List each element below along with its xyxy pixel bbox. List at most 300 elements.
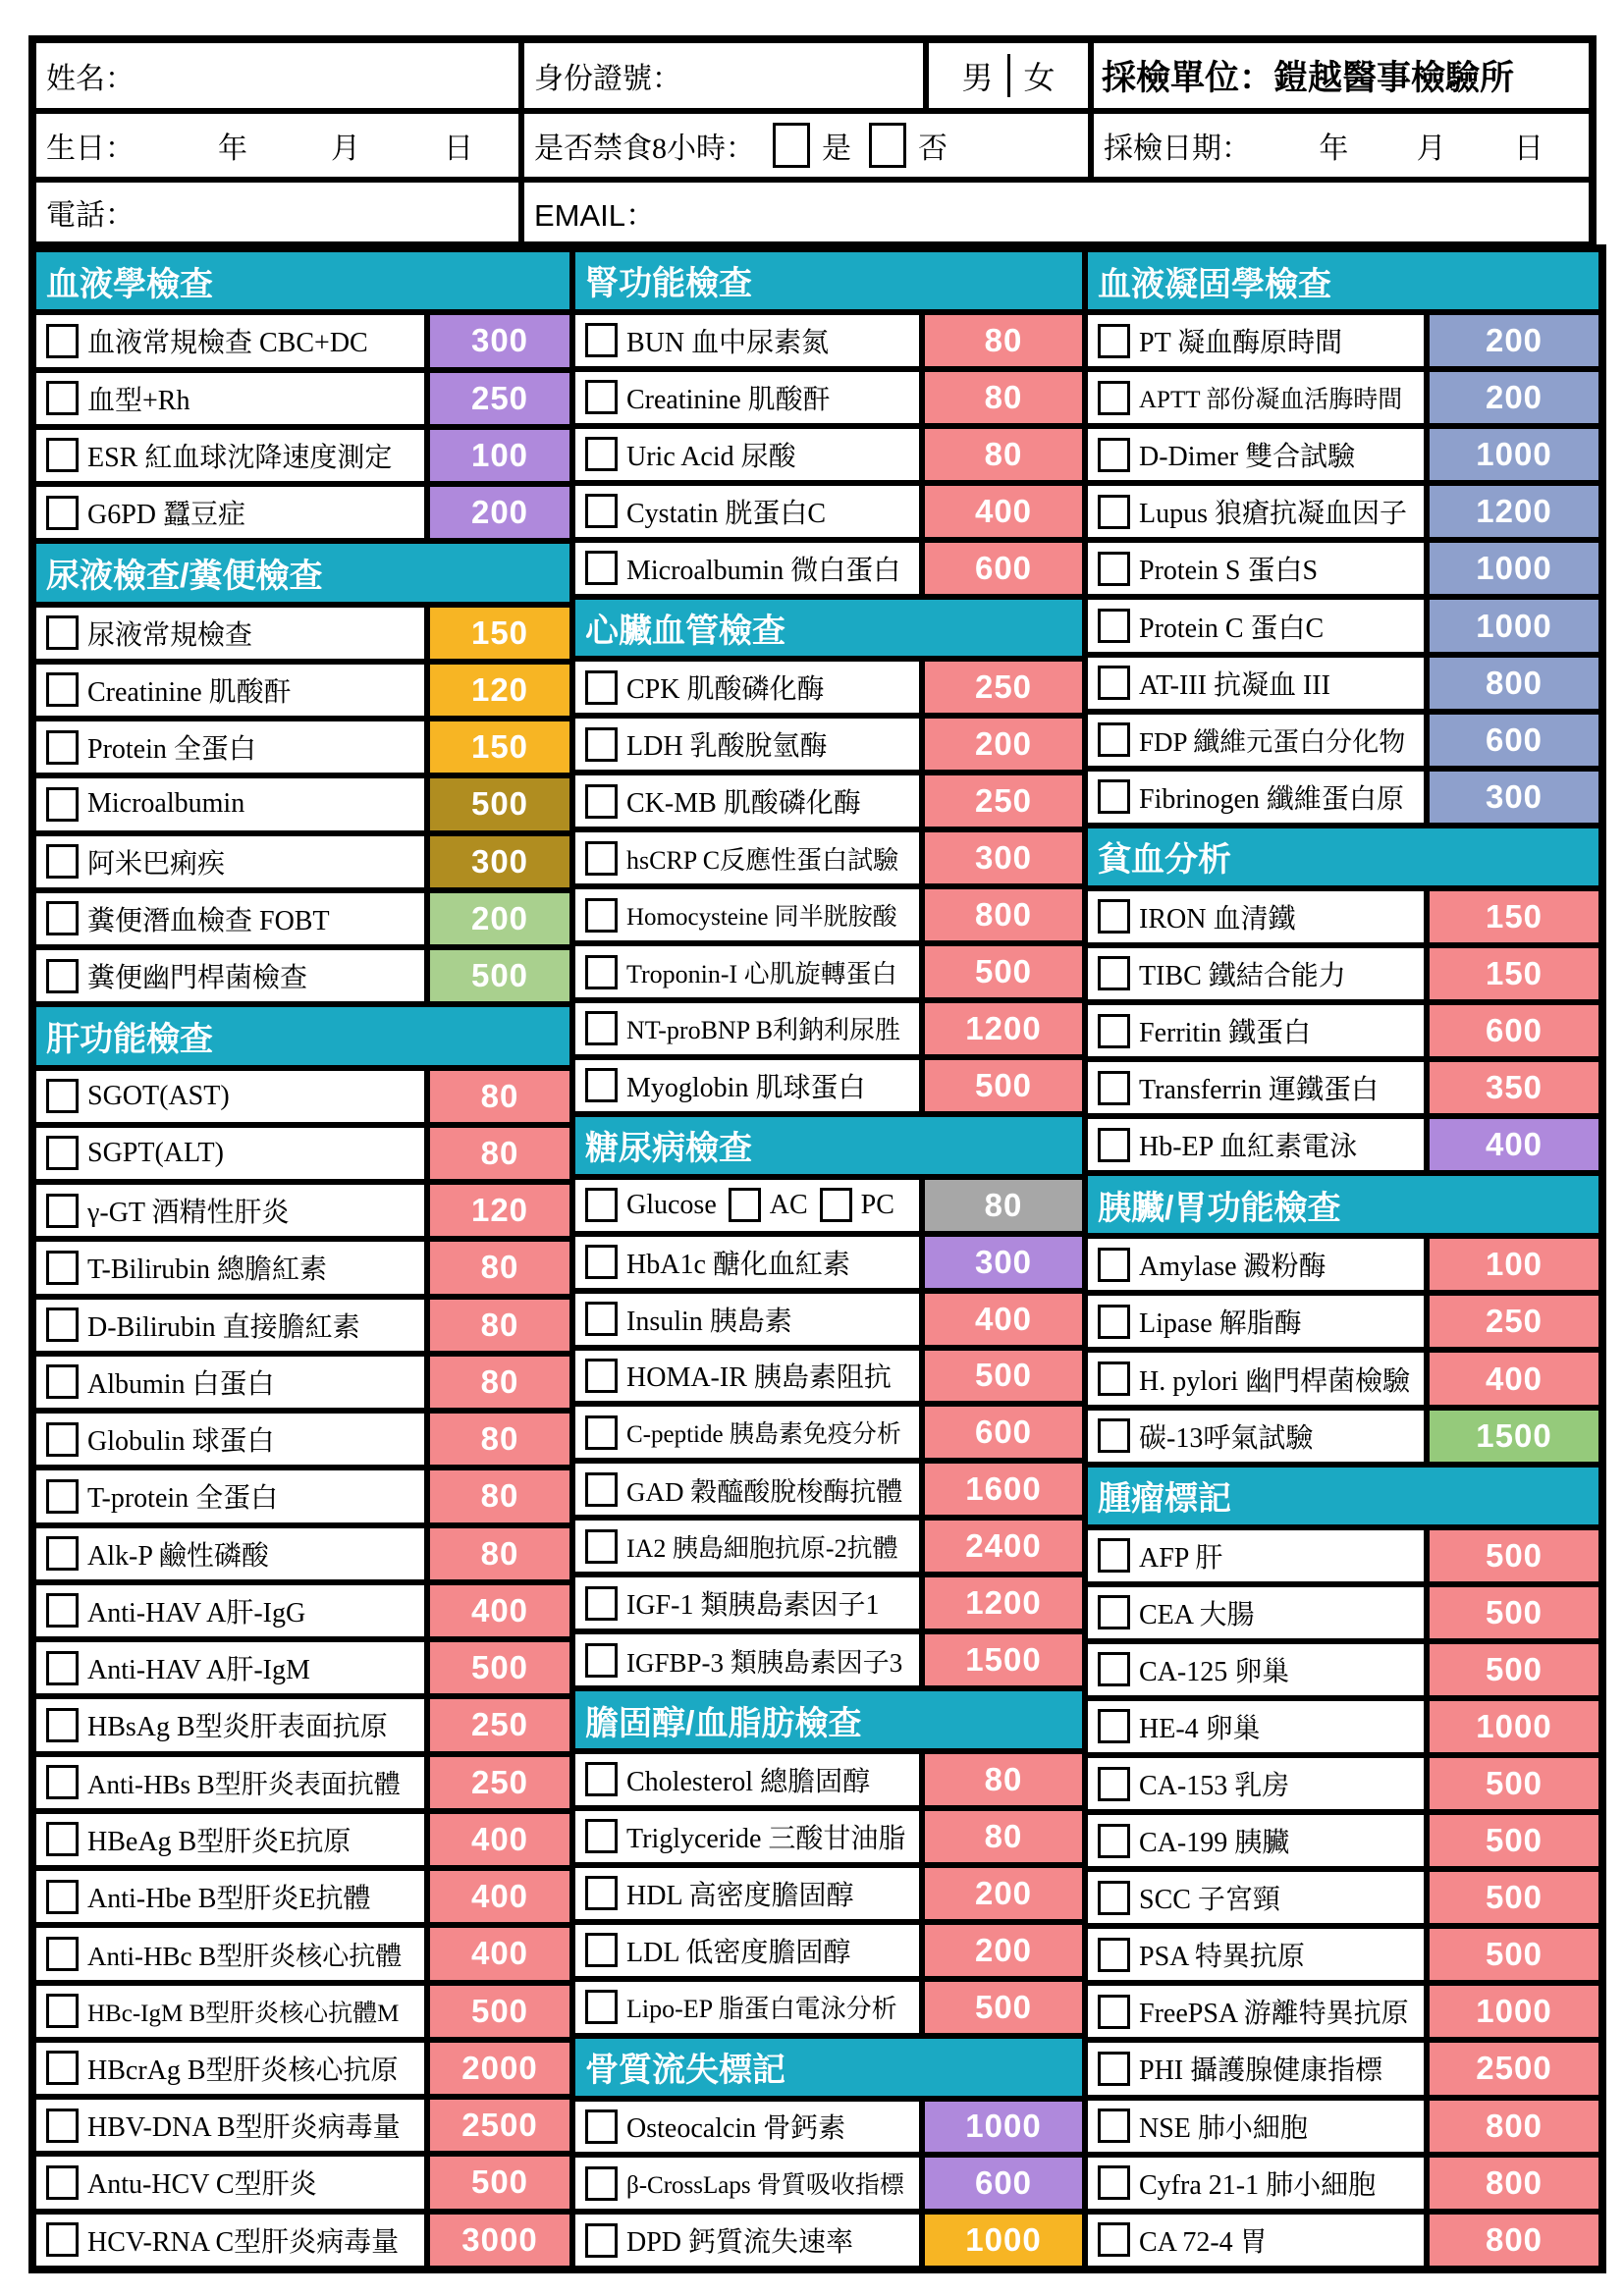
- price-cell: 800: [1427, 2155, 1601, 2212]
- price-cell: 250: [922, 659, 1085, 716]
- test-row: [572, 716, 1085, 773]
- test-checkbox[interactable]: [1098, 1595, 1130, 1629]
- test-checkbox[interactable]: [1098, 2222, 1130, 2257]
- price-cell: 350: [1427, 1059, 1601, 1116]
- test-row: [33, 1696, 572, 1753]
- test-checkbox[interactable]: [585, 1643, 618, 1678]
- price-cell: 150: [427, 605, 572, 662]
- test-checkbox[interactable]: [585, 1188, 618, 1222]
- test-label-cell: [33, 1582, 427, 1639]
- test-label-cell: [33, 1182, 427, 1239]
- test-name: NT-proBNP B利鈉利尿胜: [626, 1016, 901, 1045]
- price-cell: 500: [1427, 1812, 1601, 1869]
- test-label-cell: [572, 1751, 922, 1808]
- test-name: Troponin-I 心肌旋轉蛋白: [626, 959, 897, 988]
- price-cell: 80: [922, 1751, 1085, 1808]
- fasting-label: 是否禁食8小時：: [534, 133, 755, 165]
- test-name: SGPT(ALT): [87, 1137, 224, 1168]
- test-label-cell: [572, 2099, 922, 2156]
- test-column-1: [33, 249, 572, 2269]
- gender-female-option[interactable]: 女: [1023, 60, 1056, 95]
- test-name: HBcrAg B型肝炎核心抗原: [87, 2055, 399, 2086]
- test-label-cell: [33, 427, 427, 484]
- test-label-cell: [1085, 540, 1427, 597]
- test-label-cell: [572, 1808, 922, 1865]
- price-cell: 1200: [1427, 483, 1601, 540]
- price-cell: 200: [427, 890, 572, 947]
- test-name: Protein C 蛋白C: [1139, 613, 1325, 644]
- test-checkbox[interactable]: [1098, 1767, 1130, 1801]
- test-name: CA-199 胰臟: [1139, 1828, 1290, 1859]
- price-cell: 300: [427, 833, 572, 890]
- test-checkbox[interactable]: [46, 438, 79, 472]
- test-name: 血型+Rh: [87, 385, 190, 416]
- test-checkbox[interactable]: [1098, 1014, 1130, 1048]
- price-cell: 80: [427, 1468, 572, 1524]
- test-checkbox[interactable]: [585, 1415, 618, 1450]
- price-cell: 300: [427, 312, 572, 369]
- test-checkbox[interactable]: [46, 615, 79, 650]
- test-label-cell: [33, 2040, 427, 2097]
- test-label-cell: [1085, 769, 1427, 826]
- section-header: 胰臟/胃功能檢查: [1085, 1173, 1601, 1236]
- price-cell: 150: [1427, 888, 1601, 945]
- test-name: PSA 特異抗原: [1139, 1942, 1305, 1973]
- test-label-cell: [572, 1518, 922, 1575]
- test-row: [1085, 1755, 1601, 1812]
- section-header: 骨質流失標記: [572, 2036, 1085, 2099]
- test-name: DPD 鈣質流失速率: [626, 2227, 854, 2259]
- price-cell: 200: [1427, 369, 1601, 426]
- price-cell: 300: [922, 1234, 1085, 1291]
- test-label-cell: [1085, 2098, 1427, 2155]
- test-checkbox[interactable]: [585, 2109, 618, 2144]
- test-row: [1085, 426, 1601, 483]
- price-cell: 500: [1427, 1926, 1601, 1983]
- fasting-no-checkbox[interactable]: [869, 123, 906, 168]
- test-label-cell: [1085, 1002, 1427, 1059]
- test-row: [1085, 1408, 1601, 1465]
- test-checkbox[interactable]: [585, 380, 618, 414]
- section-header: 腎功能檢查: [572, 249, 1085, 312]
- test-row: [33, 312, 572, 369]
- test-row: [572, 2099, 1085, 2156]
- test-checkbox[interactable]: [585, 727, 618, 762]
- test-label-cell: [33, 484, 427, 541]
- test-checkbox[interactable]: [46, 959, 79, 993]
- test-checkbox[interactable]: [46, 324, 79, 358]
- test-label-cell: [33, 1754, 427, 1811]
- test-row: [33, 1239, 572, 1296]
- test-checkbox[interactable]: [1098, 438, 1130, 472]
- test-checkbox[interactable]: [1098, 899, 1130, 934]
- test-name: Microalbumin: [87, 788, 245, 820]
- test-checkbox[interactable]: [585, 1011, 618, 1045]
- test-name: ESR 紅血球沈降速度測定: [87, 442, 393, 473]
- test-checkbox[interactable]: [585, 1302, 618, 1336]
- test-checkbox[interactable]: [585, 494, 618, 528]
- test-name: 碳-13呼氣試驗: [1139, 1422, 1314, 1454]
- test-name: 尿液常規檢查: [87, 619, 253, 651]
- test-checkbox[interactable]: [729, 1188, 761, 1222]
- price-cell: 80: [922, 1808, 1085, 1865]
- test-checkbox[interactable]: [585, 2166, 618, 2201]
- test-checkbox[interactable]: [1098, 1071, 1130, 1105]
- test-row: [572, 312, 1085, 369]
- test-row: [33, 484, 572, 541]
- price-cell: 80: [427, 1068, 572, 1125]
- test-checkbox[interactable]: [46, 1536, 79, 1571]
- test-checkbox[interactable]: [46, 1708, 79, 1742]
- test-checkbox[interactable]: [1098, 324, 1130, 358]
- price-cell: 200: [922, 1922, 1085, 1979]
- test-name: HE-4 卵巢: [1139, 1713, 1261, 1744]
- test-checkbox[interactable]: [585, 1819, 618, 1853]
- test-row: [572, 773, 1085, 829]
- test-checkbox[interactable]: [46, 1994, 79, 2028]
- test-checkbox[interactable]: [46, 1422, 79, 1457]
- test-checkbox[interactable]: [1098, 381, 1130, 415]
- test-label-cell: [572, 483, 922, 540]
- test-name: Fibrinogen 纖維蛋白原: [1139, 783, 1404, 815]
- test-name: CA-153 乳房: [1139, 1771, 1290, 1802]
- test-row: [572, 659, 1085, 716]
- price-cell: 1000: [1427, 426, 1601, 483]
- price-cell: 400: [922, 483, 1085, 540]
- test-checkbox[interactable]: [585, 1359, 618, 1393]
- price-cell: 600: [922, 540, 1085, 597]
- test-checkbox[interactable]: [46, 1251, 79, 1285]
- test-row: [572, 369, 1085, 426]
- test-checkbox[interactable]: [1098, 552, 1130, 586]
- test-checkbox[interactable]: [585, 841, 618, 876]
- test-row: [1085, 1527, 1601, 1584]
- test-checkbox[interactable]: [585, 1586, 618, 1621]
- test-name: hsCRP C反應性蛋白試驗: [626, 845, 899, 875]
- test-checkbox[interactable]: [1098, 2109, 1130, 2143]
- price-cell: 120: [427, 1182, 572, 1239]
- test-name: Lipase 解脂酶: [1139, 1308, 1302, 1340]
- test-checkbox[interactable]: [46, 730, 79, 765]
- test-checkbox[interactable]: [46, 496, 79, 530]
- test-checkbox[interactable]: [585, 955, 618, 989]
- test-name: Anti-Hbe B型肝炎E抗體: [87, 1884, 371, 1915]
- test-row: [572, 1808, 1085, 1865]
- test-name: D-Bilirubin 直接膽紅素: [87, 1311, 360, 1343]
- test-checkbox[interactable]: [46, 1765, 79, 1799]
- test-checkbox[interactable]: [585, 1472, 618, 1507]
- test-label-cell: [572, 2155, 922, 2212]
- test-name: Lipo-EP 脂蛋白電泳分析: [626, 1995, 897, 2024]
- gender-field: [926, 40, 1091, 111]
- test-name: CPK 肌酸磷化酶: [626, 674, 825, 706]
- test-name: HbA1c 醣化血紅素: [626, 1249, 850, 1280]
- test-label-cell: [1085, 888, 1427, 945]
- test-checkbox[interactable]: [585, 1762, 618, 1796]
- test-label-cell: [1085, 1527, 1427, 1584]
- test-checkbox[interactable]: [1098, 1305, 1130, 1339]
- test-label-cell: [33, 1925, 427, 1982]
- test-checkbox[interactable]: [46, 381, 79, 415]
- price-cell: 80: [427, 1239, 572, 1296]
- price-cell: 600: [922, 1404, 1085, 1461]
- test-row: [33, 1868, 572, 1925]
- test-row: [1085, 1812, 1601, 1869]
- test-label-cell: [33, 833, 427, 890]
- test-label-cell: [33, 370, 427, 427]
- price-cell: 150: [427, 719, 572, 775]
- test-checkbox[interactable]: [1098, 495, 1130, 529]
- test-row: [572, 1922, 1085, 1979]
- test-checkbox[interactable]: [585, 1990, 618, 2024]
- test-label-cell: [1085, 597, 1427, 654]
- test-row: [572, 426, 1085, 483]
- name-field[interactable]: [33, 40, 521, 111]
- test-label-cell: [1085, 2212, 1427, 2269]
- test-name: HBV-DNA B型肝炎病毒量: [87, 2112, 401, 2144]
- test-name: Protein S 蛋白S: [1139, 556, 1319, 587]
- price-cell: 800: [1427, 2098, 1601, 2155]
- test-checkbox[interactable]: [1098, 1709, 1130, 1743]
- price-cell: 1000: [1427, 597, 1601, 654]
- test-checkbox[interactable]: [46, 901, 79, 935]
- test-label-cell: [572, 829, 922, 886]
- test-checkbox[interactable]: [46, 1136, 79, 1170]
- test-label-cell: [572, 1865, 922, 1922]
- test-row: [572, 1751, 1085, 1808]
- test-checkbox[interactable]: [585, 670, 618, 705]
- email-label: EMAIL：: [534, 197, 657, 233]
- test-checkbox[interactable]: [46, 1937, 79, 1971]
- test-label-cell: [572, 1000, 922, 1057]
- test-row: [1085, 1293, 1601, 1350]
- price-cell: 1500: [922, 1631, 1085, 1688]
- test-label-cell: [1085, 1408, 1427, 1465]
- test-name: C-peptide 胰島素免疫分析: [626, 1421, 901, 1449]
- month-label: 月: [331, 133, 360, 165]
- test-label-cell: [572, 426, 922, 483]
- test-checkbox[interactable]: [1098, 609, 1130, 643]
- test-row: [572, 1404, 1085, 1461]
- test-checkbox[interactable]: [1098, 2165, 1130, 2200]
- test-checkbox[interactable]: [46, 1593, 79, 1628]
- test-checkbox[interactable]: [1098, 779, 1130, 814]
- test-checkbox[interactable]: [46, 2051, 79, 2085]
- test-checkbox[interactable]: [1098, 1248, 1130, 1282]
- price-cell: 1000: [922, 2099, 1085, 2156]
- gender-male-option[interactable]: 男: [961, 60, 994, 95]
- test-column-3: [1085, 249, 1601, 2269]
- test-name: Cholesterol 總膽固醇: [626, 1766, 871, 1797]
- test-checkbox[interactable]: [46, 672, 79, 707]
- email-field[interactable]: [521, 180, 1592, 244]
- test-row: [572, 1177, 1085, 1234]
- test-name: HDL 高密度膽固醇: [626, 1880, 854, 1911]
- test-checkbox[interactable]: [1098, 1652, 1130, 1686]
- price-cell: 2000: [427, 2040, 572, 2097]
- test-label-cell: [1085, 369, 1427, 426]
- test-checkbox[interactable]: [46, 2165, 79, 2200]
- test-name: APTT 部份凝血活脢時間: [1139, 387, 1403, 414]
- test-checkbox[interactable]: [46, 2222, 79, 2257]
- test-checkbox[interactable]: [585, 1933, 618, 1967]
- test-row: [1085, 769, 1601, 826]
- test-row: [572, 1631, 1085, 1688]
- test-label-cell: [1085, 1059, 1427, 1116]
- test-checkbox[interactable]: [46, 844, 79, 879]
- test-name: Amylase 澱粉酶: [1139, 1252, 1326, 1283]
- test-label-cell: [1085, 1116, 1427, 1173]
- test-name: HOMA-IR 胰島素阻抗: [626, 1362, 892, 1394]
- price-cell: 200: [922, 1865, 1085, 1922]
- price-cell: 400: [1427, 1350, 1601, 1407]
- test-checkbox[interactable]: [46, 1822, 79, 1856]
- birthday-field[interactable]: [33, 111, 521, 180]
- test-checkbox[interactable]: [585, 2223, 618, 2258]
- test-row: [1085, 2098, 1601, 2155]
- test-checkbox[interactable]: [1098, 666, 1130, 700]
- test-checkbox[interactable]: [585, 784, 618, 819]
- test-checkbox[interactable]: [46, 1880, 79, 1914]
- test-row: [572, 1575, 1085, 1631]
- price-cell: 600: [1427, 712, 1601, 769]
- test-checkbox[interactable]: [46, 787, 79, 822]
- test-checkbox[interactable]: [46, 1079, 79, 1113]
- price-cell: 300: [922, 829, 1085, 886]
- test-label-cell: [572, 1348, 922, 1405]
- price-cell: 80: [427, 1354, 572, 1411]
- test-checkbox[interactable]: [46, 1651, 79, 1685]
- patient-info-header: [28, 35, 1597, 249]
- test-checkbox[interactable]: [1098, 2052, 1130, 2086]
- test-row: [1085, 597, 1601, 654]
- price-cell: 500: [427, 1983, 572, 2040]
- test-row: [33, 833, 572, 890]
- test-checkbox[interactable]: [585, 1245, 618, 1279]
- test-name: IA2 胰島細胞抗原-2抗體: [626, 1533, 898, 1563]
- test-checkbox[interactable]: [1098, 1824, 1130, 1858]
- test-checkbox[interactable]: [820, 1188, 852, 1222]
- test-row: [572, 540, 1085, 597]
- test-label-cell: [33, 1639, 427, 1696]
- test-row: [1085, 1350, 1601, 1407]
- test-name: Anti-HAV A肝-IgM: [87, 1655, 310, 1686]
- test-checkbox[interactable]: [46, 1479, 79, 1514]
- test-checkbox[interactable]: [1098, 722, 1130, 757]
- test-checkbox[interactable]: [585, 437, 618, 471]
- test-checkbox[interactable]: [1098, 1418, 1130, 1453]
- test-name: SGOT(AST): [87, 1080, 230, 1111]
- test-checkbox[interactable]: [1098, 1995, 1130, 2029]
- test-checkbox[interactable]: [1098, 956, 1130, 990]
- test-checkbox[interactable]: [46, 2109, 79, 2143]
- test-row: [33, 719, 572, 775]
- test-label-cell: [33, 1696, 427, 1753]
- test-checkbox[interactable]: [585, 1529, 618, 1564]
- test-name: GAD 穀醯酸脫梭酶抗體: [626, 1476, 903, 1507]
- test-checkbox[interactable]: [585, 1876, 618, 1910]
- test-row: [33, 1068, 572, 1125]
- test-checkbox[interactable]: [585, 1068, 618, 1102]
- test-label-cell: [572, 886, 922, 943]
- test-checkbox[interactable]: [585, 323, 618, 357]
- phone-field[interactable]: [33, 180, 521, 244]
- test-label-cell: [1085, 2040, 1427, 2097]
- test-row: [1085, 712, 1601, 769]
- test-row: [572, 943, 1085, 1000]
- test-checkbox[interactable]: [1098, 1538, 1130, 1573]
- test-row: [1085, 369, 1601, 426]
- test-row: [33, 427, 572, 484]
- test-name: FreePSA 游離特異抗原: [1139, 1999, 1409, 2030]
- test-label-cell: [33, 2212, 427, 2269]
- id-number-field[interactable]: [521, 40, 926, 111]
- price-cell: 800: [1427, 655, 1601, 712]
- price-cell: 500: [1427, 1755, 1601, 1812]
- test-row: [1085, 312, 1601, 369]
- price-cell: 500: [427, 947, 572, 1004]
- price-cell: 80: [922, 1177, 1085, 1234]
- test-name: IRON 血清鐵: [1139, 903, 1296, 934]
- test-label-cell: [1085, 2155, 1427, 2212]
- test-checkbox[interactable]: [585, 898, 618, 933]
- test-row: [572, 1348, 1085, 1405]
- test-checkbox[interactable]: [1098, 1881, 1130, 1915]
- price-cell: 1600: [922, 1461, 1085, 1518]
- test-checkbox[interactable]: [46, 1194, 79, 1228]
- test-row: [1085, 1236, 1601, 1293]
- section-header: 肝功能檢查: [33, 1004, 572, 1067]
- price-cell: 500: [922, 1057, 1085, 1114]
- test-row: [1085, 1983, 1601, 2040]
- gender-divider: [1007, 54, 1010, 97]
- id-number-label: 身份證號：: [534, 63, 681, 95]
- test-label-cell: [33, 1468, 427, 1524]
- test-checkbox[interactable]: [46, 1364, 79, 1399]
- test-row: [33, 1525, 572, 1582]
- price-cell: 80: [427, 1125, 572, 1182]
- name-label: 姓名：: [46, 63, 135, 95]
- test-name: PT 凝血酶原時間: [1139, 328, 1343, 359]
- section-header: 尿液檢查/糞便檢查: [33, 541, 572, 604]
- price-cell: 200: [922, 716, 1085, 773]
- test-checkbox[interactable]: [585, 551, 618, 585]
- collection-date-field[interactable]: [1091, 111, 1592, 180]
- test-checkbox[interactable]: [1098, 1128, 1130, 1162]
- test-row: [1085, 2155, 1601, 2212]
- test-name: HBeAg B型肝炎E抗原: [87, 1826, 352, 1857]
- test-checkbox[interactable]: [46, 1308, 79, 1342]
- test-name: PHI 攝護腺健康指標: [1139, 2056, 1383, 2087]
- test-row: [1085, 1926, 1601, 1983]
- price-cell: 500: [1427, 1869, 1601, 1926]
- test-checkbox[interactable]: [1098, 1362, 1130, 1396]
- test-label-cell: [572, 1057, 922, 1114]
- test-name: 糞便潛血檢查 FOBT: [87, 905, 330, 936]
- price-cell: 500: [922, 1979, 1085, 2036]
- year-label: 年: [1319, 133, 1349, 165]
- test-label-cell: [33, 1811, 427, 1868]
- fasting-yes-checkbox[interactable]: [773, 123, 810, 168]
- test-label-cell: [1085, 1641, 1427, 1698]
- test-label-cell: [1085, 1983, 1427, 2040]
- test-name: CA 72-4 胃: [1139, 2226, 1268, 2258]
- test-checkbox[interactable]: [1098, 1938, 1130, 1972]
- test-name: AFP 肝: [1139, 1542, 1223, 1574]
- price-cell: 150: [1427, 945, 1601, 1002]
- test-label-cell: [1085, 1812, 1427, 1869]
- price-cell: 500: [1427, 1584, 1601, 1641]
